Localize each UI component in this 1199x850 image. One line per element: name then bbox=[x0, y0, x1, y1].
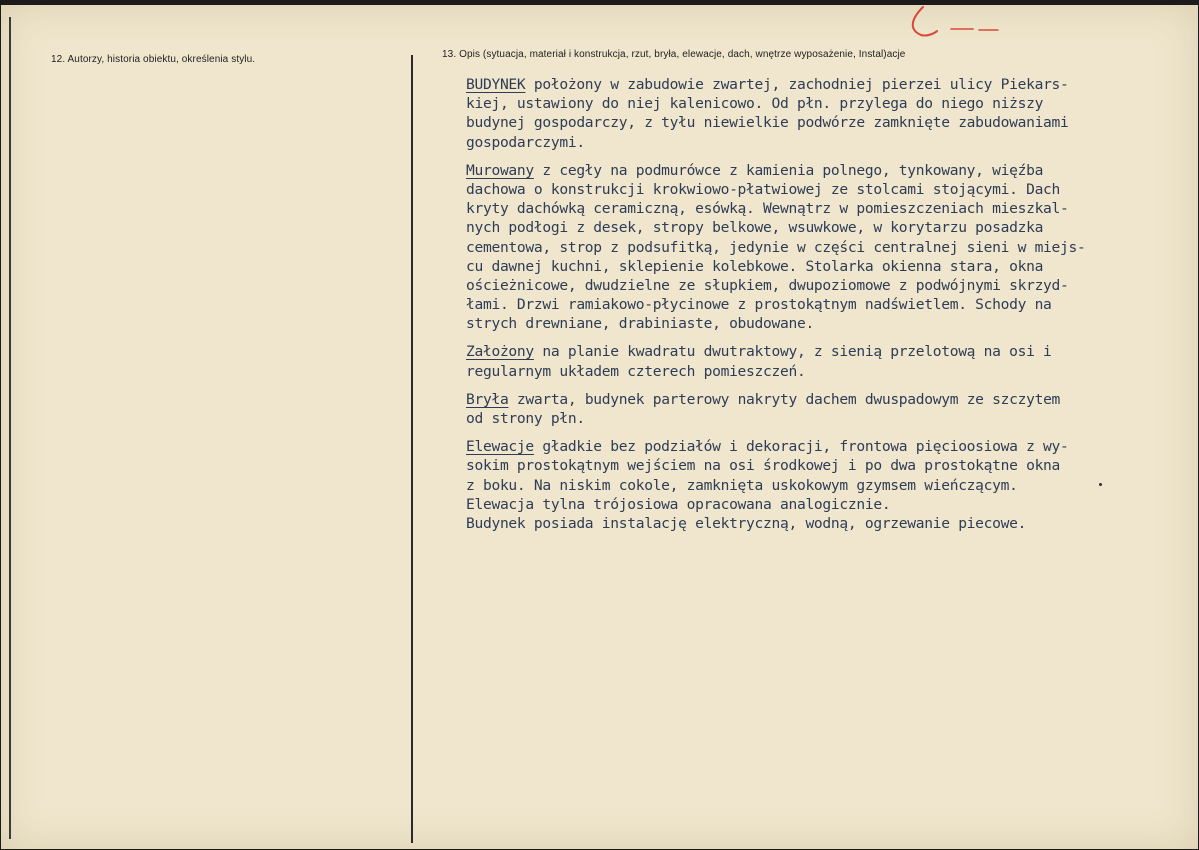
section-13-header: 13. Opis (sytuacja, materiał i konstrukcja, rzut, bryła, elewacje, dach, wnętrze wyposażenie, Instal)acje bbox=[442, 49, 906, 60]
text-line: Murowany z cegły na podmurówce z kamienia polnego, tynkowany, więźba bbox=[466, 161, 1044, 179]
text-line: Założony na planie kwadratu dwutraktowy, z sienią przelotową na osi i bbox=[466, 343, 1052, 361]
paragraph-elewacje bbox=[466, 437, 1186, 533]
text-line: ościeżnicowe, dwudzielne ze słupkiem, dwupoziomowe z podwójnymi skrzyd- bbox=[466, 276, 1069, 294]
text-line: regularnym układem czterech pomieszczeń. bbox=[466, 362, 806, 380]
left-border-line bbox=[9, 17, 11, 839]
paragraph-zalozony bbox=[466, 342, 1186, 380]
text-line: Elewacje gładkie bez podziałów i dekoracji, frontowa pięcioosiowa z wy- bbox=[466, 438, 1069, 456]
text-line: od strony płn. bbox=[466, 410, 585, 427]
red-pencil-mark bbox=[901, 5, 1011, 45]
column-divider bbox=[411, 55, 413, 843]
text-line: sokim prostokątnym wejściem na osi środkowej i po dwa prostokątne okna bbox=[466, 457, 1061, 475]
keyword-budynek: BUDYNEK bbox=[466, 76, 526, 93]
text-line: łami. Drzwi ramiakowo-płycinowe z prostokątnym nadświetlem. Schody na bbox=[466, 296, 1052, 314]
text-line: BUDYNEK położony w zabudowie zwartej, zachodniej pierzei ulicy Piekars- bbox=[466, 76, 1069, 93]
keyword-zalozony: Założony bbox=[466, 343, 534, 361]
text-line: cu dawnej kuchni, sklepienie kolebkowe. Stolarka okienna stara, okna bbox=[466, 257, 1044, 275]
text-line: Budynek posiada instalację elektryczną, wodną, ogrzewanie piecowe. bbox=[466, 514, 1027, 532]
paragraph-murowany bbox=[466, 161, 1186, 334]
text-line: kiej, ustawiony do niej kalenicowo. Od płn. przylega do niego niższy bbox=[466, 95, 1044, 113]
description-text bbox=[466, 75, 1186, 542]
keyword-elewacje: Elewacje bbox=[466, 438, 534, 456]
section-12-header: 12. Autorzy, historia obiektu, określenia stylu. bbox=[51, 54, 256, 65]
text-line: gospodarczymi. bbox=[466, 133, 585, 151]
paragraph-budynek bbox=[466, 75, 1186, 152]
text-line: nych podłogi z desek, stropy belkowe, wsuwkowe, w korytarzu posadzka bbox=[466, 219, 1044, 237]
text-line: cementowa, strop z podsufitką, jedynie w części centralnej sieni w miejs- bbox=[466, 238, 1086, 256]
keyword-bryla: Bryła bbox=[466, 390, 509, 408]
text-line: Bryła zwarta, budynek parterowy nakryty dachem dwuspadowym ze szczytem bbox=[466, 390, 1061, 408]
text-line: strych drewniane, drabiniaste, obudowane. bbox=[466, 315, 814, 333]
text-line: dachowa o konstrukcji krokwiowo-płatwiowej ze stolcami stojącymi. Dach bbox=[466, 180, 1061, 198]
text-line: Elewacja tylna trójosiowa opracowana analogicznie. bbox=[466, 495, 891, 513]
paragraph-bryla bbox=[466, 390, 1186, 428]
text-line: budynej gospodarczy, z tyłu niewielkie podwórze zamknięte zabudowaniami bbox=[466, 114, 1069, 132]
ink-dot bbox=[1099, 483, 1102, 486]
text-line: kryty dachówką ceramiczną, esówką. Wewnątrz w pomieszczeniach mieszkal- bbox=[466, 200, 1069, 218]
keyword-murowany: Murowany bbox=[466, 161, 534, 179]
document-sheet bbox=[1, 5, 1198, 849]
text-line: z boku. Na niskim cokole, zamknięta uskokowym gzymsem wieńczącym. bbox=[466, 476, 1018, 494]
